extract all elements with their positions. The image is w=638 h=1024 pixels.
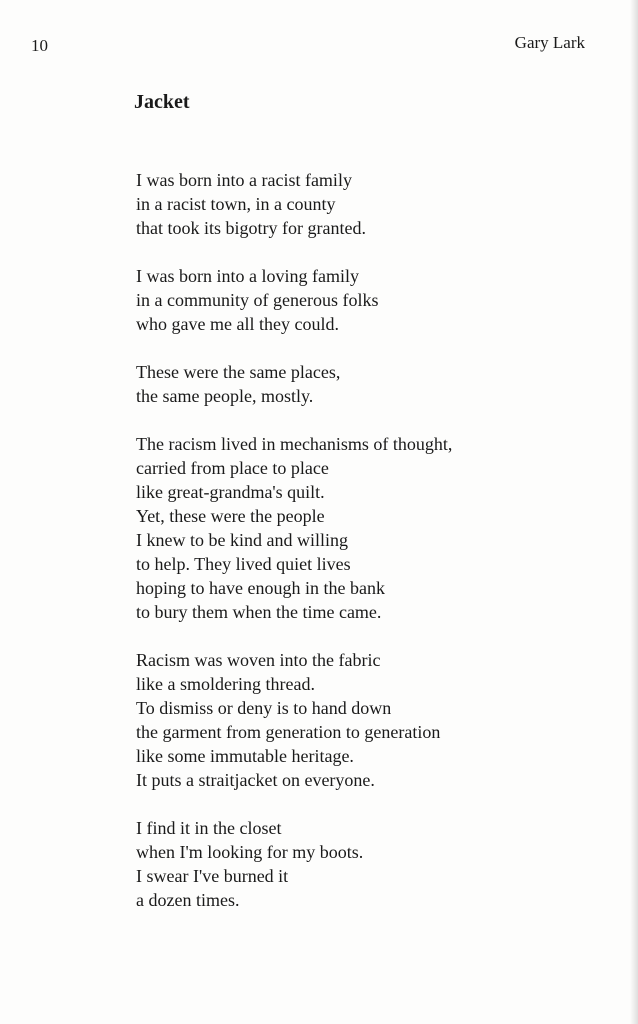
poem-line: the same people, mostly.	[136, 386, 314, 406]
poem-line: that took its bigotry for granted.	[136, 218, 366, 238]
stanza	[136, 168, 576, 240]
poem-line: like some immutable heritage.	[136, 746, 354, 766]
poem-line: I find it in the closet	[136, 818, 282, 838]
poem-title: Jacket	[134, 91, 190, 113]
poem-line: like a smoldering thread.	[136, 674, 315, 694]
stanza	[136, 360, 576, 408]
poem-line: Yet, these were the people	[136, 506, 325, 526]
poem-line: Racism was woven into the fabric	[136, 650, 381, 670]
poem-line: hoping to have enough in the bank	[136, 578, 385, 598]
poem-line: To dismiss or deny is to hand down	[136, 698, 392, 718]
poem-line: I was born into a racist family	[136, 170, 352, 190]
poem-line: to bury them when the time came.	[136, 602, 382, 622]
stanza	[136, 432, 576, 624]
poem-line: These were the same places,	[136, 362, 341, 382]
running-head-author: Gary Lark	[514, 33, 585, 52]
poem-line: I was born into a loving family	[136, 266, 359, 286]
poem-line: It puts a straitjacket on everyone.	[136, 770, 375, 790]
poem-body	[136, 168, 576, 936]
poem-line: I swear I've burned it	[136, 866, 289, 886]
poem-line: in a community of generous folks	[136, 290, 379, 310]
poem-line: The racism lived in mechanisms of thought,	[136, 434, 453, 454]
stanza	[136, 648, 576, 792]
poem-line: I knew to be kind and willing	[136, 530, 348, 550]
page-number: 10	[31, 36, 48, 55]
poem-line: when I'm looking for my boots.	[136, 842, 364, 862]
stanza	[136, 816, 576, 912]
page-edge-shadow	[630, 0, 638, 1024]
poem-line: carried from place to place	[136, 458, 329, 478]
poem-line: who gave me all they could.	[136, 314, 339, 334]
poem-line: to help. They lived quiet lives	[136, 554, 351, 574]
poem-line: in a racist town, in a county	[136, 194, 336, 214]
poem-line: a dozen times.	[136, 890, 240, 910]
poem-line: the garment from generation to generation	[136, 722, 441, 742]
stanza	[136, 264, 576, 336]
poem-line: like great-grandma's quilt.	[136, 482, 325, 502]
